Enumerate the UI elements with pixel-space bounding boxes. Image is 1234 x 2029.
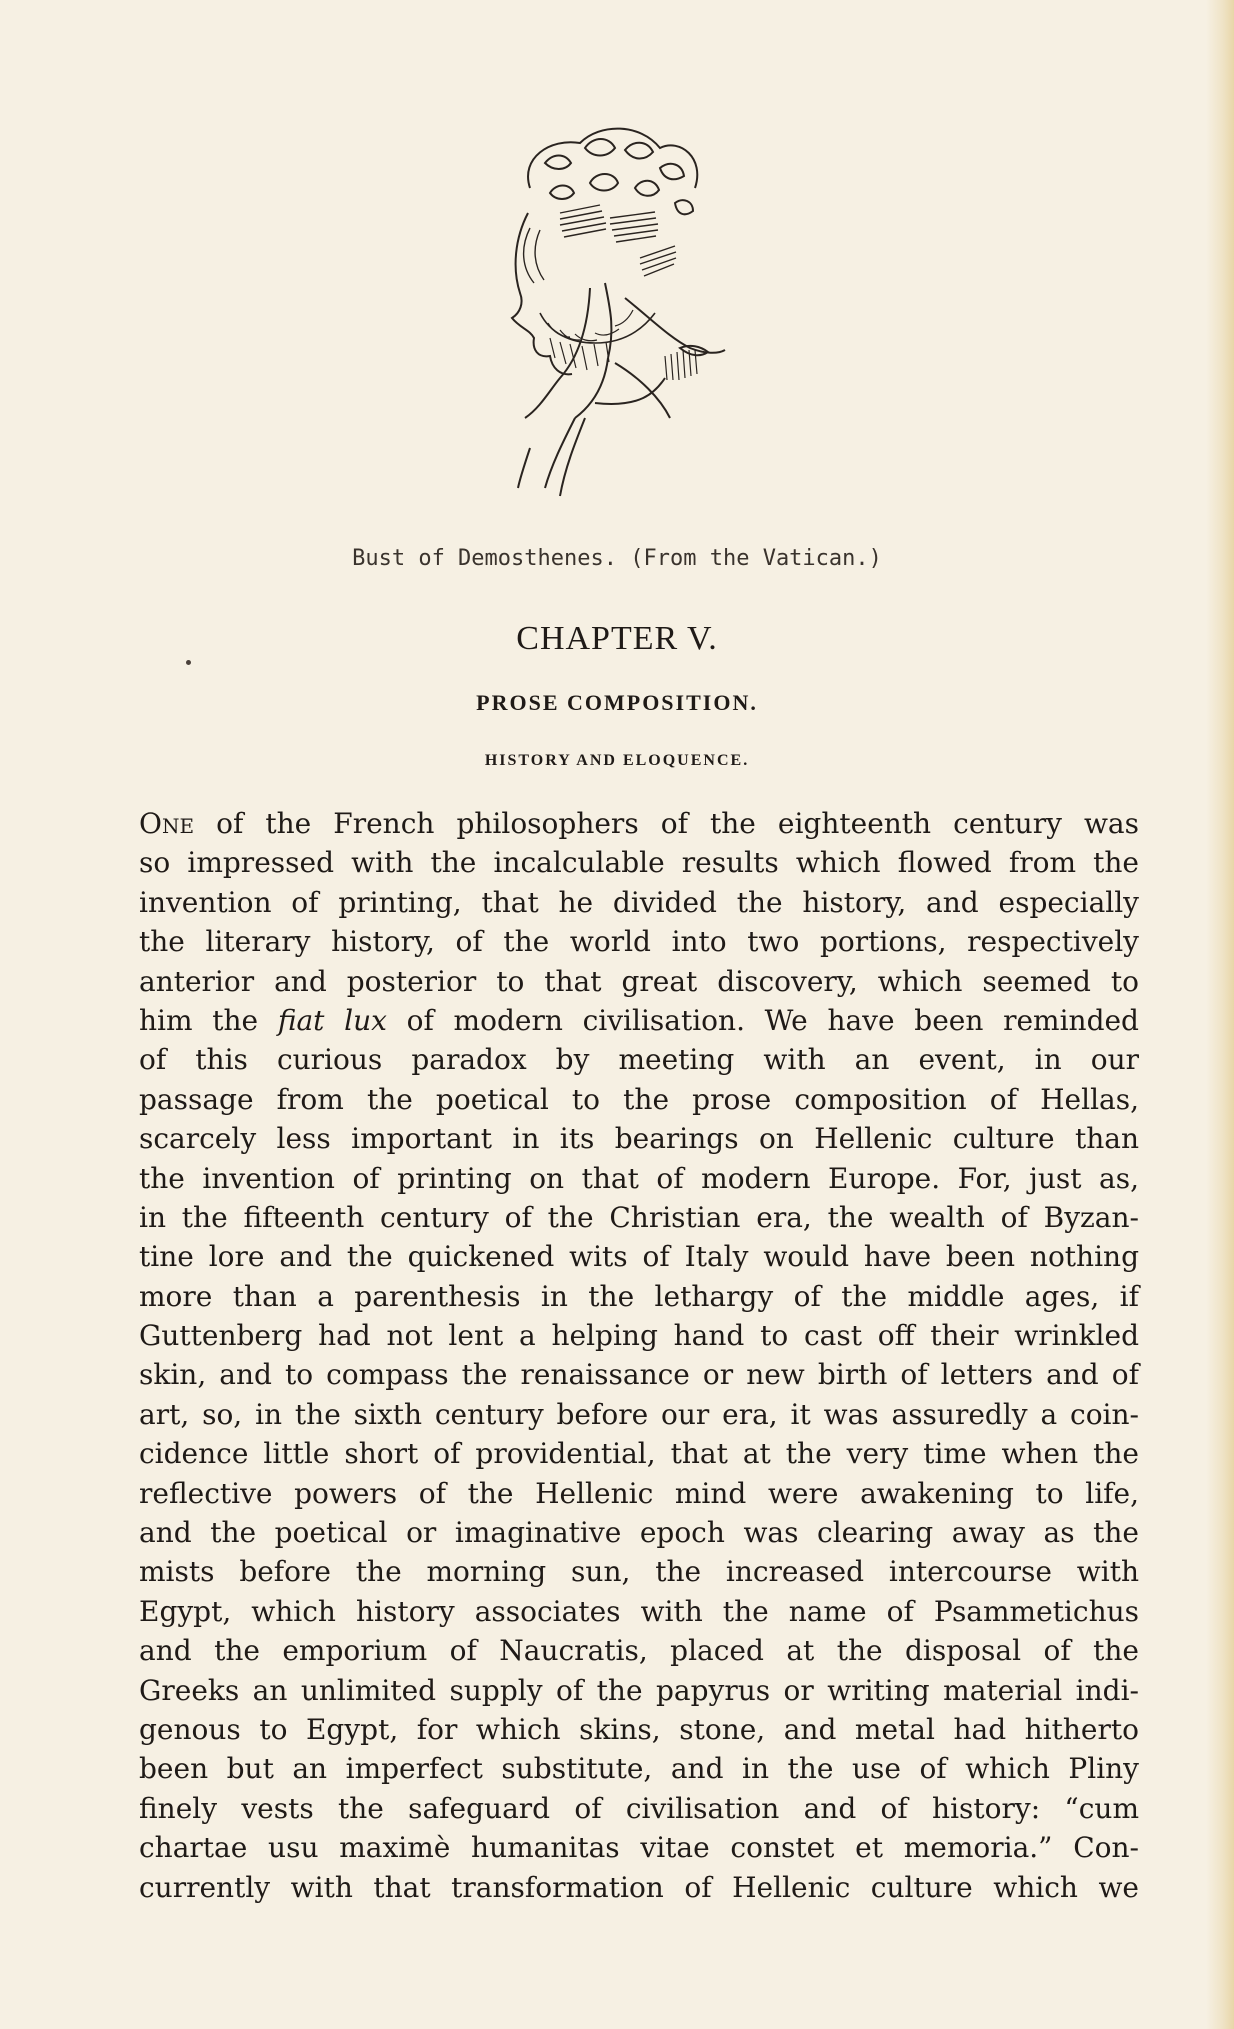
text-line: the literary history, of the world into two portions, respectively <box>139 925 1139 959</box>
text-line: and the poetical or imaginative epoch was clearing away as the <box>139 1516 1139 1550</box>
text-line-content: of the French philosophers of the eighteenth century was <box>194 807 1139 840</box>
body-text <box>139 804 1139 1907</box>
text-line: the invention of printing on that of modern Europe. For, just as, <box>139 1161 1139 1195</box>
text-line: invention of printing, that he divided the history, and especially <box>139 885 1139 919</box>
text-line: skin, and to compass the renaissance or new birth of letters and of <box>139 1358 1139 1392</box>
text-line: anterior and posterior to that great discovery, which seemed to <box>139 964 1139 998</box>
chapter-title: CHAPTER V. <box>516 620 718 657</box>
text-line: art, so, in the sixth century before our era, it was assuredly a coin- <box>139 1397 1139 1431</box>
bust-of-demosthenes-icon <box>490 118 800 528</box>
page-edge-shadow <box>1206 0 1234 2029</box>
text-line: mists before the morning sun, the increased intercourse with <box>139 1555 1139 1589</box>
text-line: tine lore and the quickened wits of Italy would have been nothing <box>139 1240 1139 1274</box>
italic-phrase: fiat lux <box>277 1003 387 1037</box>
chapter-topic: HISTORY AND ELOQUENCE. <box>484 752 750 769</box>
chapter-subtitle: PROSE COMPOSITION. <box>476 690 758 715</box>
text-line: finely vests the safeguard of civilisation and of history: “cum <box>139 1791 1139 1825</box>
text-line: passage from the poetical to the prose composition of Hellas, <box>139 1082 1139 1116</box>
figure-caption: Bust of Demosthenes. (From the Vatican.) <box>352 546 882 571</box>
text-line: Greeks an unlimited supply of the papyrus or writing material indi- <box>139 1673 1139 1707</box>
text-line <box>139 804 1139 843</box>
text-line: chartae usu maximè humanitas vitae constet et memoria.” Con- <box>139 1831 1139 1865</box>
text-line: scarcely less important in its bearings on Hellenic culture than <box>139 1122 1139 1156</box>
text-line: so impressed with the incalculable results which flowed from the <box>139 846 1139 880</box>
opening-word: One <box>139 807 195 840</box>
text-line: and the emporium of Naucratis, placed at the disposal of the <box>139 1634 1139 1668</box>
text-line: genous to Egypt, for which skins, stone, and metal had hitherto <box>139 1712 1139 1746</box>
text-line-content: him the <box>139 1003 278 1037</box>
text-line <box>139 1001 1139 1040</box>
text-line: Egypt, which history associates with the name of Psammetichus <box>139 1594 1139 1628</box>
text-line: currently with that transformation of Hellenic culture which we <box>139 1870 1139 1904</box>
print-speck <box>186 660 191 665</box>
text-line: in the fifteenth century of the Christian era, the wealth of Byzan- <box>139 1200 1139 1234</box>
text-line: of this curious paradox by meeting with an event, in our <box>139 1043 1139 1077</box>
text-line: reflective powers of the Hellenic mind were awakening to life, <box>139 1476 1139 1510</box>
text-line-content: of modern civilisation. We have been reminded <box>386 1003 1139 1037</box>
text-line: Guttenberg had not lent a helping hand to cast off their wrinkled <box>139 1319 1139 1353</box>
text-line: cidence little short of providential, that at the very time when the <box>139 1437 1139 1471</box>
text-line: been but an imperfect substitute, and in the use of which Pliny <box>139 1752 1139 1786</box>
text-line: more than a parenthesis in the lethargy of the middle ages, if <box>139 1279 1139 1313</box>
